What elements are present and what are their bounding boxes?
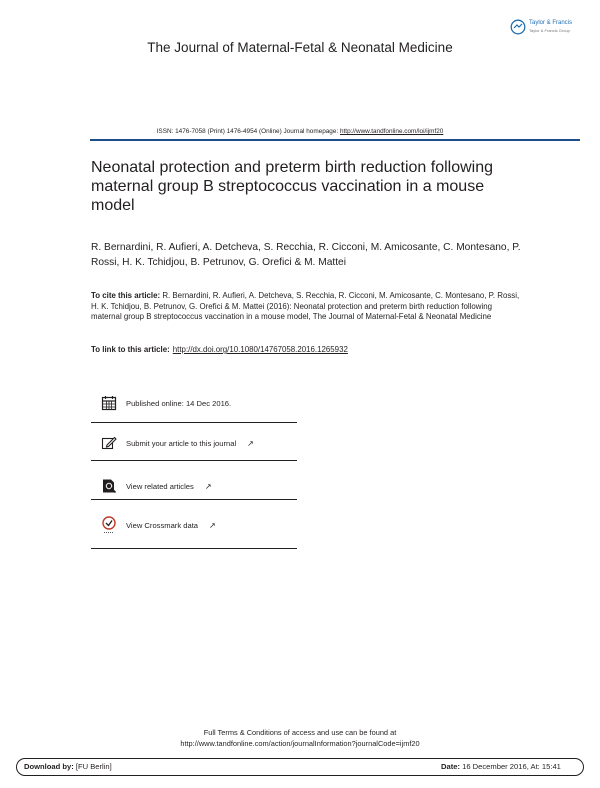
authors: R. Bernardini, R. Aufieri, A. Detcheva, S. Recchia, R. Cicconi, M. Amicosante, C. Montesano, P. Rossi, H. K. Tchidjou, B. Petrunov, G. Orefici & M. Mattei: [91, 242, 521, 268]
article-title: Neonatal protection and preterm birth reduction following maternal group B streptococcus vaccination in a mouse model: [91, 159, 494, 214]
external-link-icon: ↗: [247, 438, 254, 448]
published-online-row: [100, 394, 231, 412]
logo-text: [529, 20, 572, 34]
download-date-label: Date:: [441, 762, 460, 771]
journal-title: The Journal of Maternal-Fetal & Neonatal Medicine: [147, 40, 453, 55]
divider: [91, 460, 297, 461]
header-divider: [90, 139, 580, 142]
search-icon: [100, 477, 118, 495]
download-date-value: 16 December 2016, At: 15:41: [460, 762, 561, 771]
logo-line1: Taylor & Francis: [529, 20, 573, 26]
issn-text: ISSN: 1476-7058 (Print) 1476-4954 (Online) Journal homepage:: [156, 128, 340, 135]
journal-homepage-link[interactable]: http://www.tandfonline.com/loi/ijmf20: [339, 128, 444, 135]
downloaded-by-label: Download by:: [24, 762, 74, 771]
taylor-francis-logo-icon: [510, 19, 526, 35]
related-articles-label[interactable]: View related articles: [126, 481, 194, 491]
downloaded-by: [24, 762, 112, 771]
submit-article-row[interactable]: [100, 434, 254, 452]
citation: [91, 291, 521, 323]
publisher-logo: [510, 16, 588, 38]
crossmark-label[interactable]: View Crossmark data: [126, 520, 199, 530]
downloaded-by-value: [FU Berlin]: [73, 762, 112, 771]
doi-link[interactable]: http://dx.doi.org/10.1080/14767058.2016.1265932: [172, 345, 348, 354]
divider: [91, 548, 297, 549]
footer-terms: [0, 727, 600, 749]
crossmark-icon: [100, 516, 118, 534]
terms-line1: Full Terms & Conditions of access and use can be found at: [203, 728, 397, 737]
external-link-icon: ↗: [204, 481, 212, 491]
related-articles-row[interactable]: [100, 477, 212, 495]
citation-text: R. Bernardini, R. Aufieri, A. Detcheva, S. Recchia, R. Cicconi, M. Amicosante, C. Montesano, P. Rossi, H. K. Tchidjou, B. Petrunov, G. Orefici & M. Mattei (2016): Neonatal protection and preterm birth reduction following maternal group B streptococcus vaccination in a mouse model, The Journal of Maternal-Fetal & Neonatal Medicine: [91, 291, 520, 321]
pencil-icon: [100, 434, 118, 452]
article-link-block: [91, 345, 521, 356]
crossmark-row[interactable]: [100, 516, 216, 534]
divider: [91, 499, 297, 500]
terms-url[interactable]: http://www.tandfonline.com/action/journalInformation?journalCode=ijmf20: [180, 739, 420, 748]
external-link-icon: ↗: [209, 520, 216, 530]
submit-article-label[interactable]: Submit your article to this journal: [126, 438, 237, 448]
divider: [91, 422, 297, 423]
calendar-icon: [100, 394, 118, 412]
issn-line: [0, 128, 600, 135]
download-date: [441, 762, 561, 771]
logo-line2: Taylor & Francis Group: [529, 28, 570, 33]
citation-label: To cite this article:: [91, 291, 161, 300]
published-online-label: Published online: 14 Dec 2016.: [126, 398, 232, 408]
link-label: To link to this article:: [91, 345, 170, 354]
